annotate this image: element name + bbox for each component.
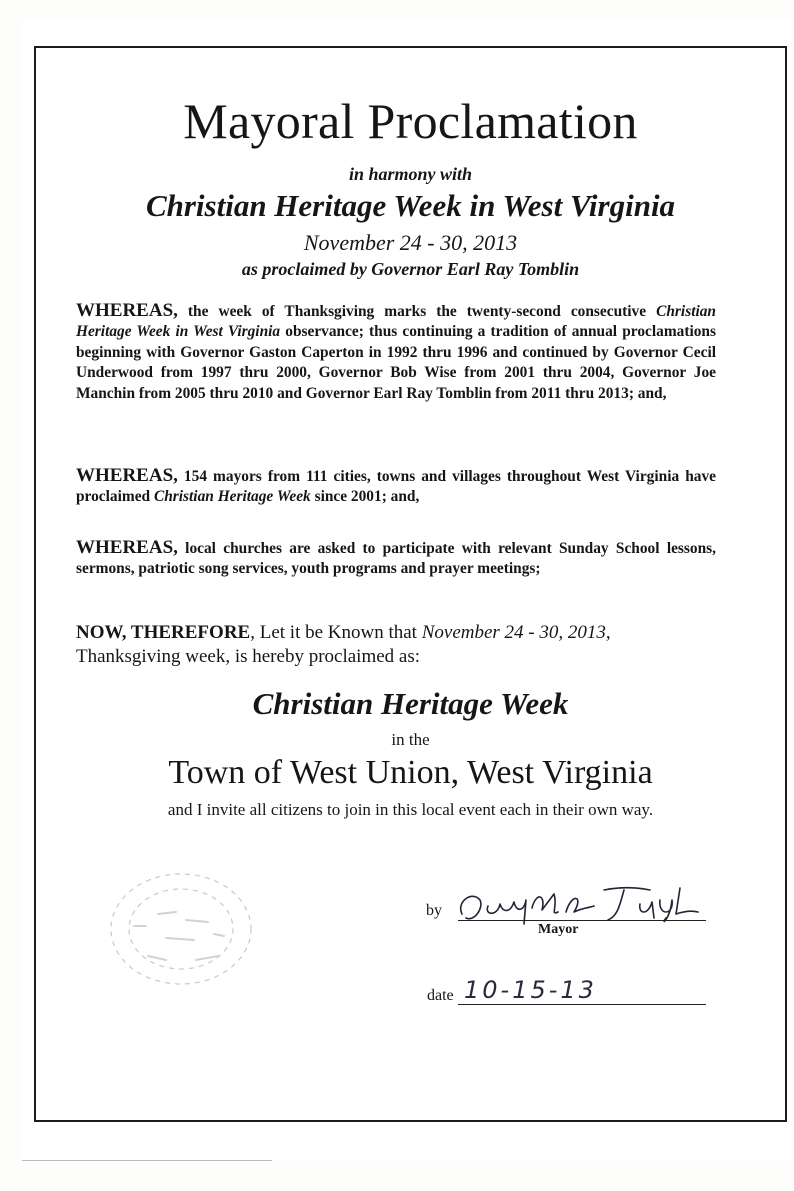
date-line bbox=[458, 1004, 706, 1005]
resolution-paragraph bbox=[76, 621, 726, 669]
whereas-text: observance; thus continuing a tradition of annual proclamations beginning with Governor Gaston Caperton in 1992 thru 1996 and continued by Governor Cecil Underwood from 1997 thru 2000, Governor Bob Wise from 2001 thru 2004, Governor Joe Manchin from 2005 thru 2010 and Governor Earl Ray Tomblin from 2011 thru 2013; and, bbox=[76, 323, 716, 402]
whereas-lead: WHEREAS, bbox=[76, 537, 178, 558]
mayor-label: Mayor bbox=[538, 922, 579, 937]
town-name: Town of West Union, West Virginia bbox=[168, 754, 653, 791]
invitation-line: and I invite all citizens to join in this local event each in their own way. bbox=[167, 800, 654, 819]
whereas-italic: Christian Heritage Week in West Virginia bbox=[76, 303, 716, 341]
proclamation-document bbox=[34, 46, 787, 1122]
whereas-lead: WHEREAS, bbox=[76, 465, 178, 486]
event-dates: November 24 - 30, 2013 bbox=[303, 230, 518, 255]
whereas-lead: WHEREAS, bbox=[76, 300, 178, 321]
whereas-text: the week of Thanksgiving marks the twenty-second consecutive bbox=[177, 303, 657, 320]
date-label: date bbox=[427, 987, 454, 1004]
embossed-seal-icon bbox=[96, 864, 266, 994]
whereas-paragraph-2 bbox=[76, 466, 716, 508]
whereas-text: local churches are asked to participate with relevant Sunday School lessons, sermons, patriotic song services, youth programs and prayer meetings; bbox=[76, 540, 716, 578]
proclaimed-event: Christian Heritage Week bbox=[252, 686, 569, 721]
governor-line: as proclaimed by Governor Earl Ray Tomblin bbox=[241, 259, 580, 279]
whereas-paragraph-1 bbox=[76, 301, 716, 404]
mayor-signature-icon bbox=[454, 882, 714, 928]
resolution-text: , bbox=[605, 622, 611, 643]
handwritten-date: 10-15-13 bbox=[464, 976, 597, 1004]
resolution-line2: Thanksgiving week, is hereby proclaimed as: bbox=[76, 646, 421, 667]
whereas-text: 154 mayors from 111 cities, towns and villages throughout West Virginia have proclaimed bbox=[76, 468, 716, 506]
page-edge-line bbox=[22, 1160, 272, 1161]
by-label: by bbox=[426, 902, 442, 919]
document-title: Mayoral Proclamation bbox=[183, 93, 638, 149]
resolution-date: November 24 - 30, 2013 bbox=[421, 622, 606, 643]
resolution-lead: NOW, THEREFORE bbox=[76, 622, 251, 643]
whereas-italic: Christian Heritage Week bbox=[153, 488, 311, 506]
whereas-text: since 2001; and, bbox=[310, 488, 420, 506]
whereas-paragraph-3 bbox=[76, 538, 716, 580]
in-the-line: in the bbox=[391, 730, 430, 749]
resolution-text: , Let it be Known that bbox=[250, 622, 422, 643]
harmony-line: in harmony with bbox=[348, 164, 473, 184]
event-heading: Christian Heritage Week in West Virginia bbox=[145, 188, 676, 223]
signature-line bbox=[458, 920, 706, 921]
